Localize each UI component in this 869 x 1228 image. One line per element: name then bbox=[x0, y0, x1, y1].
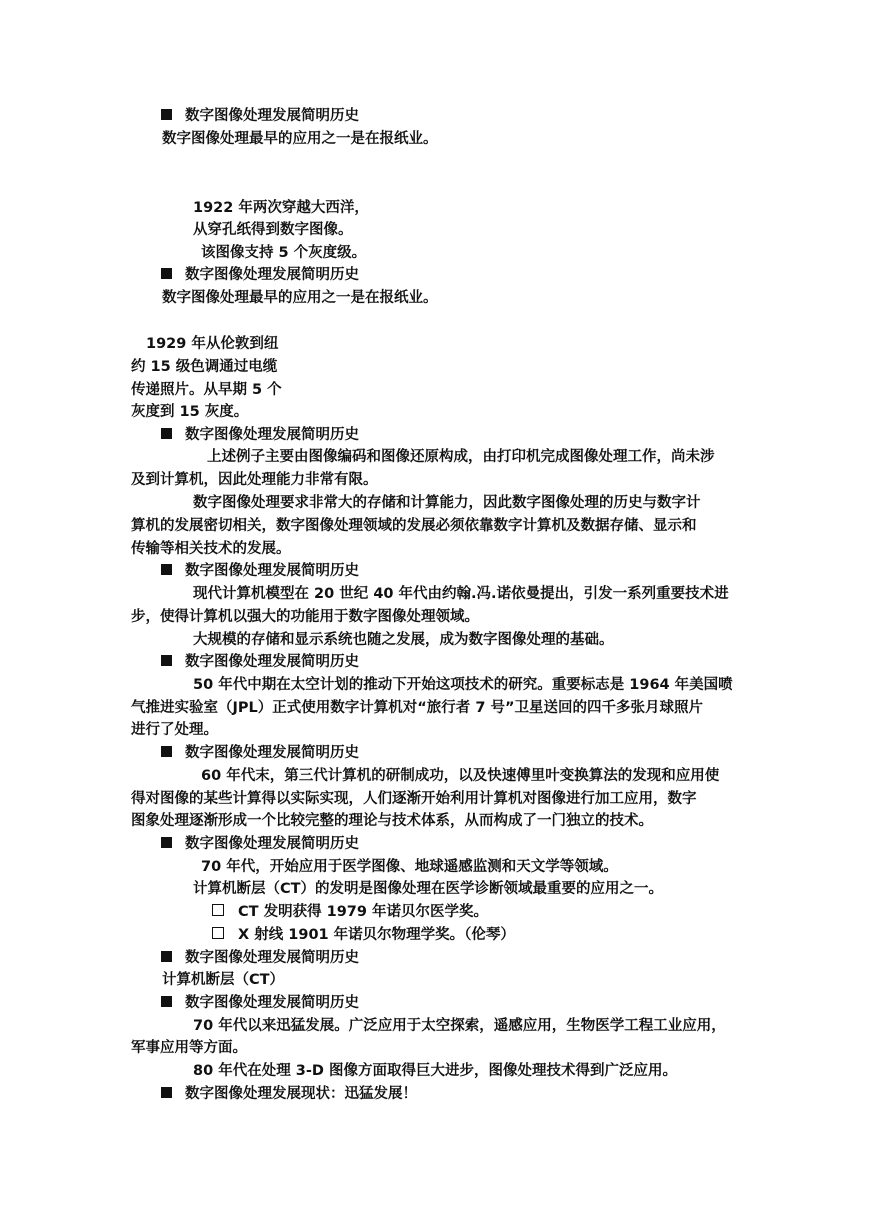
bullet-icon bbox=[161, 268, 172, 279]
bullet-icon bbox=[161, 109, 172, 120]
paragraph-line: 该图像支持 5 个灰度级。 bbox=[201, 245, 367, 261]
paragraph-line: 从穿孔纸得到数字图像。 bbox=[193, 222, 353, 238]
history-heading bbox=[161, 833, 359, 855]
paragraph-line: 约 15 级色调通过电缆 bbox=[131, 359, 278, 375]
paragraph-line: 大规模的存储和显示系统也随之发展，成为数字图像处理的基础。 bbox=[193, 632, 614, 648]
heading-text: 数字图像处理发展简明历史 bbox=[185, 836, 359, 852]
paragraph-line: 气推进实验室（JPL）正式使用数字计算机对“旅行者 7 号”卫星送回的四千多张月球照片 bbox=[131, 700, 704, 716]
heading-text: 数字图像处理发展简明历史 bbox=[185, 950, 359, 966]
history-heading bbox=[161, 264, 359, 286]
paragraph-line: 计算机断层（CT）的发明是图像处理在医学诊断领域最重要的应用之一。 bbox=[193, 881, 664, 897]
bullet-icon bbox=[161, 837, 172, 848]
bullet-icon bbox=[161, 996, 172, 1007]
paragraph-line: 50 年代中期在太空计划的推动下开始这项技术的研究。重要标志是 1964 年美国喷 bbox=[193, 677, 733, 693]
history-heading bbox=[161, 651, 359, 673]
paragraph-line: 算机的发展密切相关，数字图像处理领域的发展必须依靠数字计算机及数据存储、显示和 bbox=[131, 518, 697, 534]
paragraph-line: 及到计算机，因此处理能力非常有限。 bbox=[131, 472, 378, 488]
bullet-icon bbox=[161, 564, 172, 575]
paragraph-line: 60 年代末，第三代计算机的研制成功，以及快速傅里叶变换算法的发现和应用使 bbox=[201, 768, 720, 784]
heading-text: 数字图像处理发展简明历史 bbox=[185, 267, 359, 283]
checkbox-icon bbox=[212, 904, 224, 916]
paragraph-line: 70 年代，开始应用于医学图像、地球遥感监测和天文学等领域。 bbox=[201, 859, 618, 875]
heading-text: 数字图像处理发展简明历史 bbox=[185, 654, 359, 670]
paragraph-line: 数字图像处理要求非常大的存储和计算能力，因此数字图像处理的历史与数字计 bbox=[193, 495, 701, 511]
paragraph-line: 数字图像处理最早的应用之一是在报纸业。 bbox=[162, 290, 438, 306]
bullet-icon bbox=[161, 746, 172, 757]
paragraph-line: 传递照片。从早期 5 个 bbox=[131, 382, 282, 398]
paragraph-line: 80 年代在处理 3-D 图像方面取得巨大进步，图像处理技术得到广泛应用。 bbox=[193, 1063, 677, 1079]
paragraph-line: 得对图像的某些计算得以实际实现，人们逐渐开始利用计算机对图像进行加工应用，数字 bbox=[131, 791, 697, 807]
history-heading bbox=[161, 1083, 417, 1105]
history-heading bbox=[161, 742, 359, 764]
bullet-icon bbox=[161, 1087, 172, 1098]
paragraph-line: 数字图像处理最早的应用之一是在报纸业。 bbox=[162, 131, 438, 147]
bullet-icon bbox=[161, 655, 172, 666]
heading-text: 数字图像处理发展简明历史 bbox=[185, 108, 359, 124]
bullet-icon bbox=[161, 951, 172, 962]
history-heading bbox=[161, 992, 359, 1014]
paragraph-line: 步，使得计算机以强大的功能用于数字图像处理领域。 bbox=[131, 609, 479, 625]
sub-list-text: X 射线 1901 年诺贝尔物理学奖。（伦琴） bbox=[238, 927, 515, 943]
heading-text: 数字图像处理发展简明历史 bbox=[185, 427, 359, 443]
paragraph-line: 军事应用等方面。 bbox=[131, 1040, 247, 1056]
paragraph-line: 1929 年从伦敦到纽 bbox=[146, 336, 279, 352]
paragraph-line: 进行了处理。 bbox=[131, 722, 218, 738]
heading-text: 数字图像处理发展简明历史 bbox=[185, 563, 359, 579]
paragraph-line: 1922 年两次穿越大西洋， bbox=[193, 200, 369, 216]
paragraph-line: 传输等相关技术的发展。 bbox=[131, 541, 291, 557]
sub-list-text: CT 发明获得 1979 年诺贝尔医学奖。 bbox=[238, 904, 489, 920]
paragraph-line: 计算机断层（CT） bbox=[162, 972, 285, 988]
paragraph-line: 上述例子主要由图像编码和图像还原构成，由打印机完成图像处理工作，尚未涉 bbox=[207, 449, 715, 465]
heading-text: 数字图像处理发展现状：迅猛发展！ bbox=[185, 1086, 417, 1102]
history-heading bbox=[161, 560, 359, 582]
paragraph-line: 现代计算机模型在 20 世纪 40 年代由约翰.冯.诺依曼提出，引发一系列重要技术进 bbox=[193, 586, 729, 602]
paragraph-line: 灰度到 15 灰度。 bbox=[131, 404, 249, 420]
history-heading bbox=[161, 947, 359, 969]
bullet-icon bbox=[161, 428, 172, 439]
heading-text: 数字图像处理发展简明历史 bbox=[185, 745, 359, 761]
sub-list-item bbox=[212, 924, 515, 946]
heading-text: 数字图像处理发展简明历史 bbox=[185, 995, 359, 1011]
history-heading bbox=[161, 105, 359, 127]
paragraph-line: 70 年代以来迅猛发展。广泛应用于太空探索，遥感应用，生物医学工程工业应用， bbox=[193, 1018, 726, 1034]
paragraph-line: 图象处理逐渐形成一个比较完整的理论与技术体系，从而构成了一门独立的技术。 bbox=[131, 813, 653, 829]
checkbox-icon bbox=[212, 927, 224, 939]
sub-list-item bbox=[212, 901, 488, 923]
history-heading bbox=[161, 424, 359, 446]
